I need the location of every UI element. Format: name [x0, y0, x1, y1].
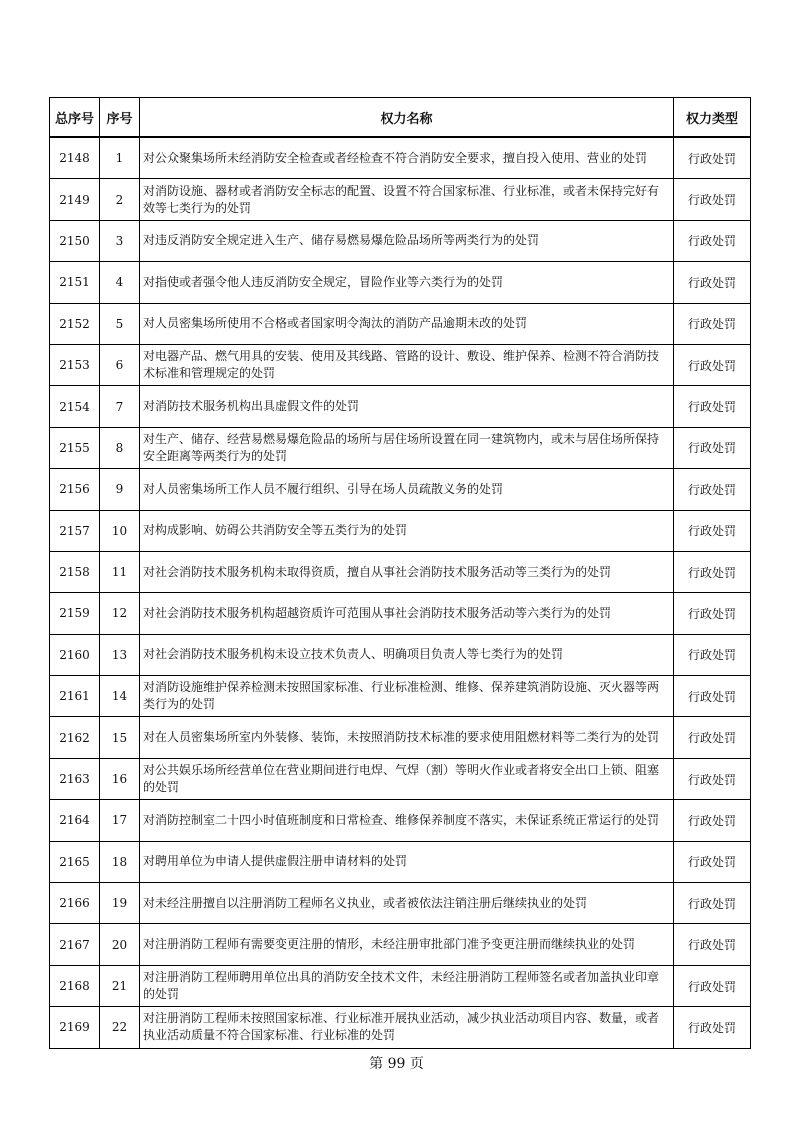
total-number-cell: 2158 — [50, 551, 100, 592]
header-row — [50, 98, 751, 138]
sequence-number-cell: 20 — [100, 924, 140, 965]
power-name-cell: 对聘用单位为申请人提供虚假注册申请材料的处罚 — [140, 841, 674, 882]
power-type-cell: 行政处罚 — [674, 220, 751, 261]
power-type-cell: 行政处罚 — [674, 386, 751, 427]
total-number-cell: 2168 — [50, 965, 100, 1006]
table-row — [50, 551, 751, 592]
table-row — [50, 924, 751, 965]
header-sequence-number: 序号 — [100, 98, 140, 138]
table-row — [50, 303, 751, 344]
header-total-number: 总序号 — [50, 98, 100, 138]
power-name-cell: 对消防设施、器材或者消防安全标志的配置、设置不符合国家标准、行业标准，或者未保持完好有效等七类行为的处罚 — [140, 179, 674, 220]
power-name-cell: 对社会消防技术服务机构超越资质许可范围从事社会消防技术服务活动等六类行为的处罚 — [140, 593, 674, 634]
total-number-cell: 2155 — [50, 427, 100, 468]
power-type-cell: 行政处罚 — [674, 800, 751, 841]
total-number-cell: 2148 — [50, 137, 100, 179]
sequence-number-cell: 10 — [100, 510, 140, 551]
total-number-cell: 2161 — [50, 676, 100, 717]
sequence-number-cell: 16 — [100, 758, 140, 799]
power-name-cell: 对公众聚集场所未经消防安全检查或者经检查不符合消防安全要求，擅自投入使用、营业的处罚 — [140, 137, 674, 179]
power-type-cell: 行政处罚 — [674, 841, 751, 882]
power-name-cell: 对电器产品、燃气用具的安装、使用及其线路、管路的设计、敷设、维护保养、检测不符合消防技术标准和管理规定的处罚 — [140, 344, 674, 385]
power-name-cell: 对消防设施维护保养检测未按照国家标准、行业标准检测、维修、保养建筑消防设施、灭火器等两类行为的处罚 — [140, 676, 674, 717]
sequence-number-cell: 7 — [100, 386, 140, 427]
sequence-number-cell: 18 — [100, 841, 140, 882]
table-row — [50, 262, 751, 303]
total-number-cell: 2157 — [50, 510, 100, 551]
power-type-cell: 行政处罚 — [674, 1007, 751, 1048]
table-row — [50, 593, 751, 634]
table-row — [50, 676, 751, 717]
total-number-cell: 2165 — [50, 841, 100, 882]
total-number-cell: 2160 — [50, 634, 100, 675]
power-type-cell: 行政处罚 — [674, 303, 751, 344]
table-row — [50, 841, 751, 882]
power-type-cell: 行政处罚 — [674, 924, 751, 965]
total-number-cell: 2166 — [50, 883, 100, 924]
sequence-number-cell: 22 — [100, 1007, 140, 1048]
power-name-cell: 对人员密集场所使用不合格或者国家明令淘汰的消防产品逾期未改的处罚 — [140, 303, 674, 344]
table-row — [50, 1007, 751, 1048]
total-number-cell: 2159 — [50, 593, 100, 634]
sequence-number-cell: 6 — [100, 344, 140, 385]
total-number-cell: 2153 — [50, 344, 100, 385]
power-type-cell: 行政处罚 — [674, 634, 751, 675]
power-type-cell: 行政处罚 — [674, 551, 751, 592]
table-row — [50, 717, 751, 758]
power-type-cell: 行政处罚 — [674, 427, 751, 468]
power-name-cell: 对在人员密集场所室内外装修、装饰，未按照消防技术标准的要求使用阻燃材料等二类行为的处罚 — [140, 717, 674, 758]
table-row — [50, 344, 751, 385]
sequence-number-cell: 15 — [100, 717, 140, 758]
power-name-cell: 对注册消防工程师有需要变更注册的情形，未经注册审批部门准予变更注册而继续执业的处罚 — [140, 924, 674, 965]
sequence-number-cell: 9 — [100, 469, 140, 510]
table-row — [50, 965, 751, 1006]
header-power-name: 权力名称 — [140, 98, 674, 138]
power-type-cell: 行政处罚 — [674, 883, 751, 924]
sequence-number-cell: 8 — [100, 427, 140, 468]
power-name-cell: 对注册消防工程师聘用单位出具的消防安全技术文件，未经注册消防工程师签名或者加盖执业印章的处罚 — [140, 965, 674, 1006]
power-name-cell: 对构成影响、妨碍公共消防安全等五类行为的处罚 — [140, 510, 674, 551]
sequence-number-cell: 14 — [100, 676, 140, 717]
sequence-number-cell: 3 — [100, 220, 140, 261]
table-row — [50, 386, 751, 427]
table-row — [50, 883, 751, 924]
power-type-cell: 行政处罚 — [674, 179, 751, 220]
power-name-cell: 对消防技术服务机构出具虚假文件的处罚 — [140, 386, 674, 427]
power-name-cell: 对人员密集场所工作人员不履行组织、引导在场人员疏散义务的处罚 — [140, 469, 674, 510]
sequence-number-cell: 12 — [100, 593, 140, 634]
power-name-cell: 对社会消防技术服务机构未设立技术负责人、明确项目负责人等七类行为的处罚 — [140, 634, 674, 675]
table-row — [50, 800, 751, 841]
table-row — [50, 137, 751, 179]
power-name-cell: 对注册消防工程师未按照国家标准、行业标准开展执业活动，减少执业活动项目内容、数量，或者执业活动质量不符合国家标准、行业标准的处罚 — [140, 1007, 674, 1048]
power-type-cell: 行政处罚 — [674, 469, 751, 510]
power-name-cell: 对未经注册擅自以注册消防工程师名义执业，或者被依法注销注册后继续执业的处罚 — [140, 883, 674, 924]
total-number-cell: 2150 — [50, 220, 100, 261]
total-number-cell: 2167 — [50, 924, 100, 965]
total-number-cell: 2164 — [50, 800, 100, 841]
table-row — [50, 469, 751, 510]
power-type-cell: 行政处罚 — [674, 965, 751, 1006]
table-header — [50, 98, 751, 138]
power-name-cell: 对消防控制室二十四小时值班制度和日常检查、维修保养制度不落实，未保证系统正常运行的处罚 — [140, 800, 674, 841]
table-row — [50, 758, 751, 799]
total-number-cell: 2162 — [50, 717, 100, 758]
power-type-cell: 行政处罚 — [674, 676, 751, 717]
total-number-cell: 2156 — [50, 469, 100, 510]
sequence-number-cell: 5 — [100, 303, 140, 344]
power-type-cell: 行政处罚 — [674, 717, 751, 758]
power-type-cell: 行政处罚 — [674, 344, 751, 385]
sequence-number-cell: 19 — [100, 883, 140, 924]
power-name-cell: 对生产、储存、经营易燃易爆危险品的场所与居住场所设置在同一建筑物内，或未与居住场所保持安全距离等两类行为的处罚 — [140, 427, 674, 468]
table-row — [50, 634, 751, 675]
table-row — [50, 427, 751, 468]
table-row — [50, 179, 751, 220]
power-type-cell: 行政处罚 — [674, 510, 751, 551]
total-number-cell: 2151 — [50, 262, 100, 303]
power-type-cell: 行政处罚 — [674, 758, 751, 799]
power-name-cell: 对社会消防技术服务机构未取得资质，擅自从事社会消防技术服务活动等三类行为的处罚 — [140, 551, 674, 592]
sequence-number-cell: 11 — [100, 551, 140, 592]
sequence-number-cell: 2 — [100, 179, 140, 220]
total-number-cell: 2154 — [50, 386, 100, 427]
power-name-cell: 对指使或者强令他人违反消防安全规定，冒险作业等六类行为的处罚 — [140, 262, 674, 303]
table-row — [50, 220, 751, 261]
power-type-cell: 行政处罚 — [674, 137, 751, 179]
table-row — [50, 510, 751, 551]
power-name-cell: 对违反消防安全规定进入生产、储存易燃易爆危险品场所等两类行为的处罚 — [140, 220, 674, 261]
header-power-type: 权力类型 — [674, 98, 751, 138]
power-type-cell: 行政处罚 — [674, 593, 751, 634]
sequence-number-cell: 21 — [100, 965, 140, 1006]
power-type-cell: 行政处罚 — [674, 262, 751, 303]
total-number-cell: 2163 — [50, 758, 100, 799]
power-list-table — [49, 97, 751, 1049]
sequence-number-cell: 13 — [100, 634, 140, 675]
document-sheet — [49, 97, 750, 1049]
table-body — [50, 137, 751, 1048]
power-name-cell: 对公共娱乐场所经营单位在营业期间进行电焊、气焊（割）等明火作业或者将安全出口上锁、阻塞的处罚 — [140, 758, 674, 799]
total-number-cell: 2169 — [50, 1007, 100, 1048]
sequence-number-cell: 1 — [100, 137, 140, 179]
total-number-cell: 2149 — [50, 179, 100, 220]
page-number: 第 99 页 — [369, 1056, 424, 1072]
sequence-number-cell: 17 — [100, 800, 140, 841]
sequence-number-cell: 4 — [100, 262, 140, 303]
total-number-cell: 2152 — [50, 303, 100, 344]
